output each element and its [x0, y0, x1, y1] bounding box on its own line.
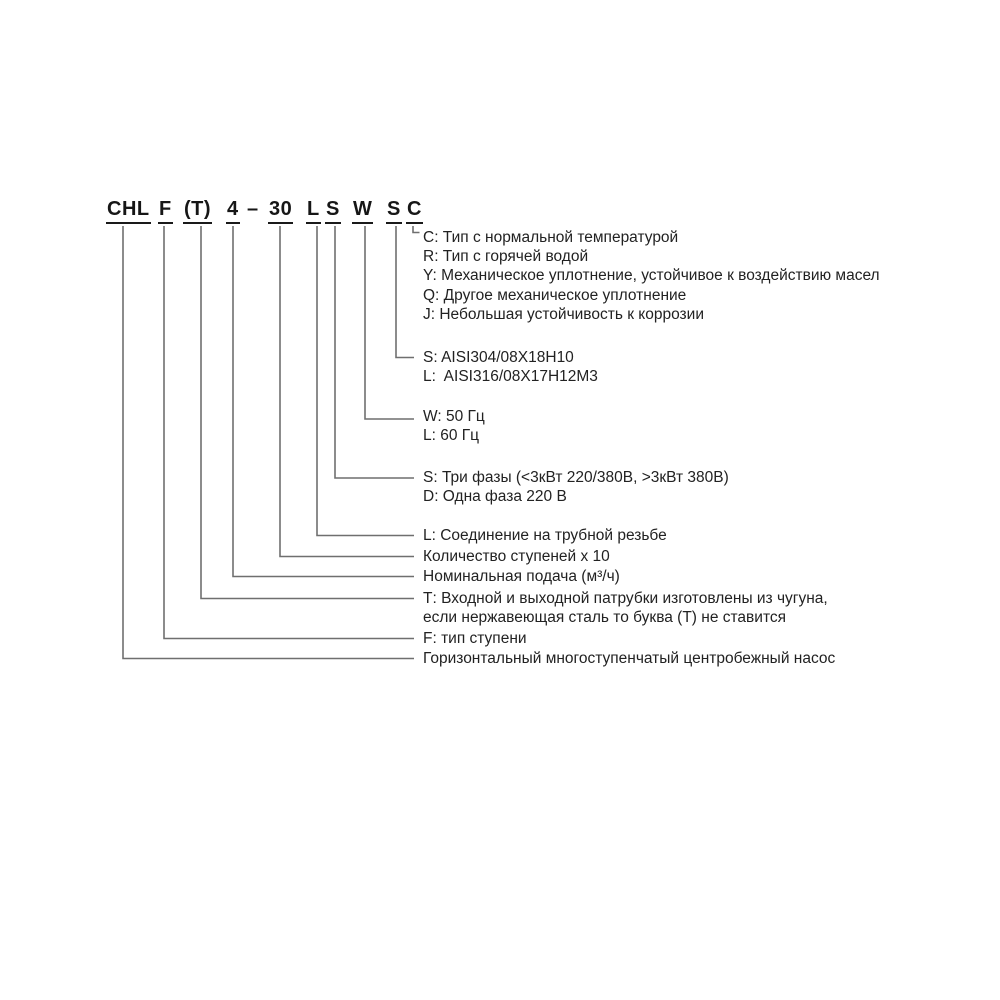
- legend-line: Количество ступеней х 10: [423, 548, 610, 565]
- legend-stages: [423, 547, 610, 566]
- legend-line: L: AISI316/08X17H12M3: [423, 368, 598, 386]
- legend-line: R: Тип с горячей водой: [423, 248, 589, 266]
- legend-line: W: 50 Гц: [423, 408, 485, 425]
- connector-f-stage-type: [164, 226, 414, 639]
- legend-line: F: тип ступени: [423, 630, 527, 647]
- legend-port-material: [423, 589, 828, 627]
- legend-phases: [423, 468, 729, 506]
- legend-line: Горизонтальный многоступенчатый центробежный насос: [423, 650, 836, 667]
- code-part-l-connection: L: [306, 197, 321, 224]
- code-part-f: F: [158, 197, 173, 224]
- legend-nominal-flow: [423, 567, 620, 586]
- legend-line: если нержавеющая сталь то буква (Т) не ставится: [423, 609, 787, 627]
- code-part-s-phase: S: [325, 197, 341, 224]
- code-part-w-frequency: W: [352, 197, 373, 224]
- legend-line: S: AISI304/08X18H10: [423, 349, 574, 366]
- legend-line: L: Соединение на трубной резьбе: [423, 527, 667, 544]
- connector-t-port-material: [201, 226, 414, 599]
- legend-line: J: Небольшая устойчивость к коррозии: [423, 305, 704, 323]
- legend-line: D: Одна фаза 220 В: [423, 488, 567, 506]
- code-separator-dash: –: [247, 198, 259, 220]
- legend-line: Т: Входной и выходной патрубки изготовлены из чугуна,: [423, 590, 828, 607]
- connector-chl-pump-description: [123, 226, 414, 659]
- legend-steel-grade: [423, 348, 598, 386]
- code-part-c-temperature: C: [406, 197, 423, 224]
- code-part-s-steel: S: [386, 197, 402, 224]
- legend-temperature-type: [423, 228, 880, 324]
- legend-line: C: Тип с нормальной температурой: [423, 229, 679, 246]
- connector-w-frequency: [365, 226, 414, 419]
- legend-line: S: Три фазы (<3кВт 220/380В, >3кВт 380В): [423, 469, 729, 486]
- legend-line: Номинальная подача (м³/ч): [423, 568, 620, 585]
- legend-frequency: [423, 407, 485, 445]
- connector-30-stages: [280, 226, 414, 557]
- connector-l-connection: [317, 226, 414, 536]
- connector-s-steel-grade: [396, 226, 414, 358]
- code-part-stages-30: 30: [268, 197, 293, 224]
- legend-line: Y: Механическое уплотнение, устойчивое к воздействию масел: [423, 267, 880, 285]
- legend-line: Q: Другое механическое уплотнение: [423, 286, 687, 304]
- connector-4-nominal-flow: [233, 226, 414, 577]
- legend-pump-description: [423, 649, 835, 668]
- connector-c-temperature-type: [413, 226, 420, 233]
- code-part-flow-4: 4: [226, 197, 240, 224]
- legend-connection: [423, 526, 667, 545]
- legend-stage-type: [423, 629, 527, 648]
- legend-line: L: 60 Гц: [423, 427, 480, 445]
- code-part-chl: CHL: [106, 197, 151, 224]
- code-part-t: (T): [183, 197, 212, 224]
- connector-s-phases: [335, 226, 414, 478]
